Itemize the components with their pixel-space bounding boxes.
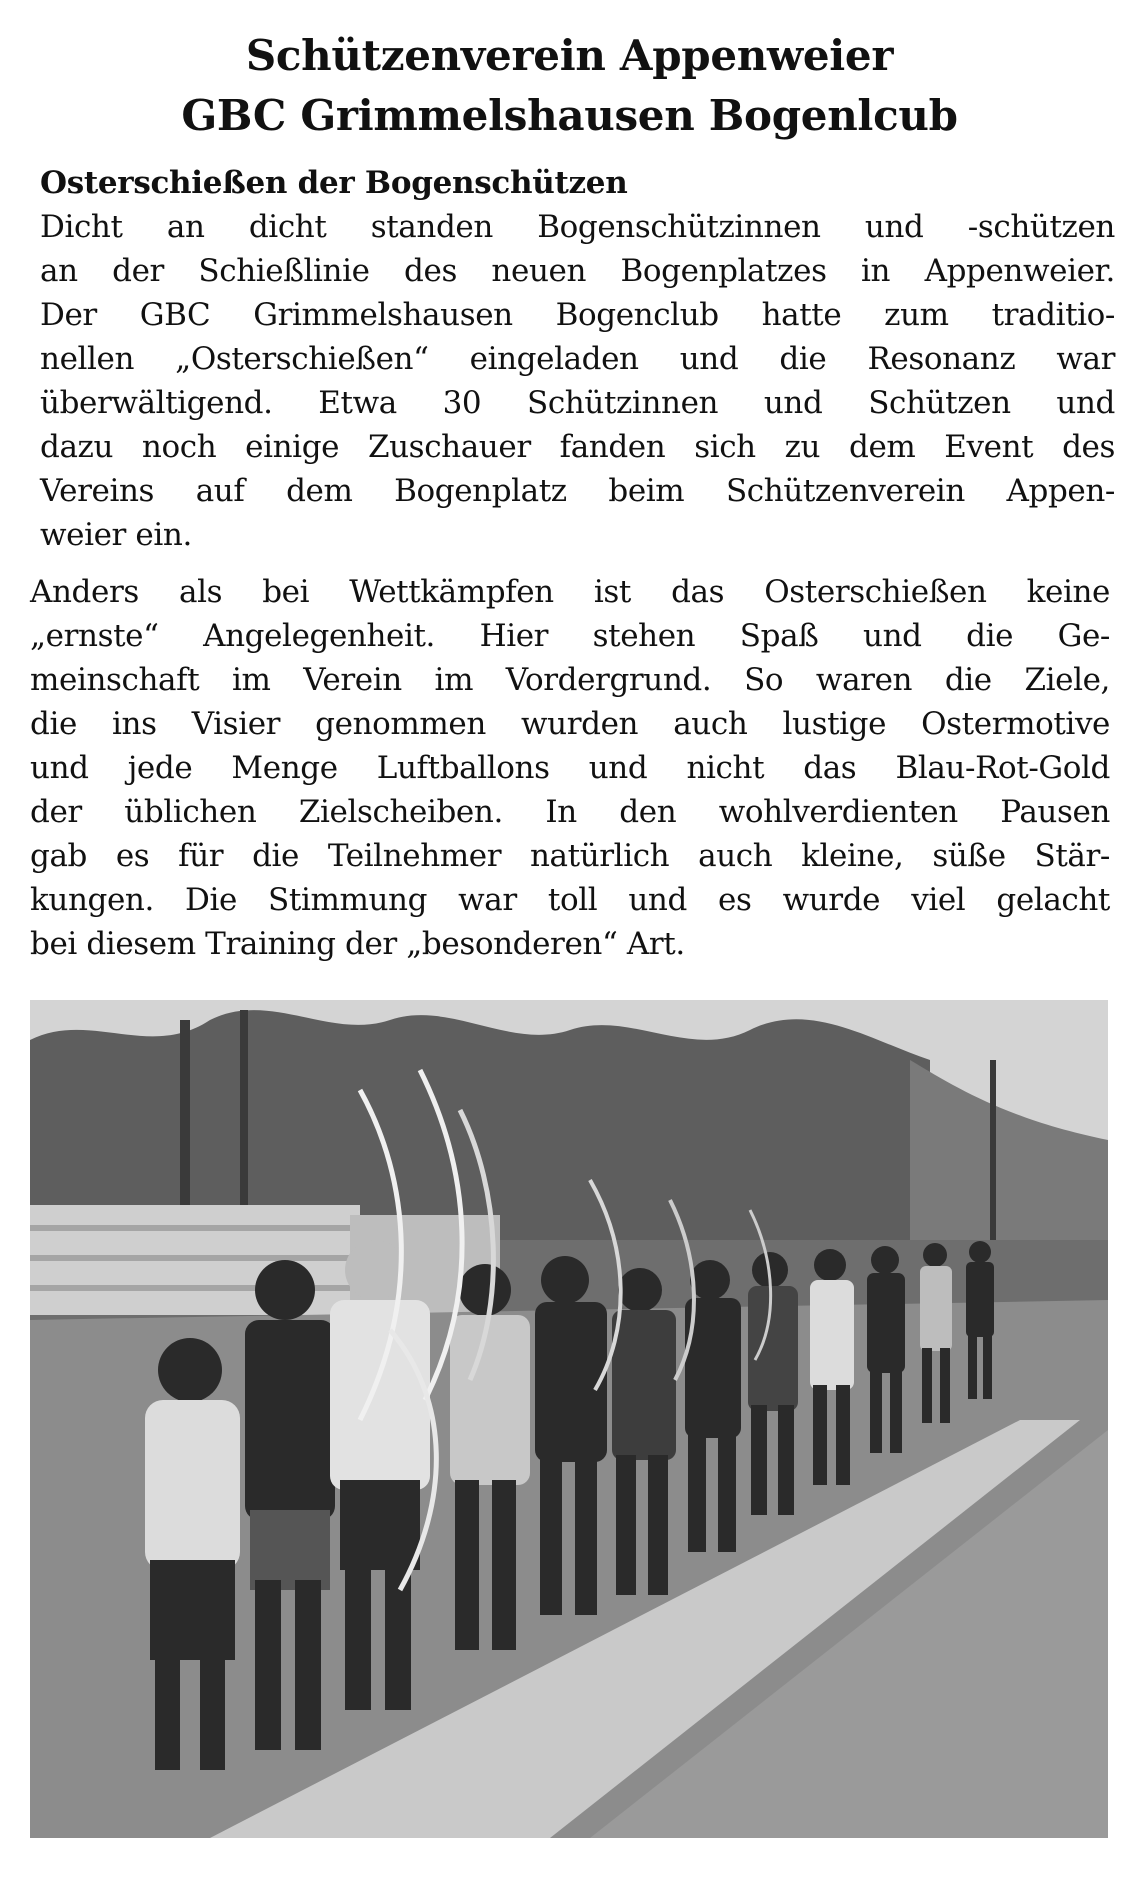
paragraph-line: weier ein.	[40, 517, 192, 553]
paragraph-line: Der GBC Grimmelshausen Bogenclub hatte zum traditio-	[40, 297, 1115, 333]
article-paragraph-1	[40, 205, 1115, 557]
paragraph-line: meinschaft im Verein im Vordergrund. So waren die Ziele,	[30, 662, 1110, 698]
paragraph-line: kungen. Die Stimmung war toll und es wurde viel gelacht	[30, 882, 1110, 918]
archers-photo-drawing	[30, 1000, 1108, 1838]
paragraph-line: an der Schießlinie des neuen Bogenplatzes in Appenweier.	[40, 253, 1115, 289]
photo-container-stripe	[30, 1255, 360, 1261]
paragraph-line: überwältigend. Etwa 30 Schützinnen und Schützen und	[40, 385, 1115, 421]
paragraph-line: bei diesem Training der „besonderen“ Art.	[30, 926, 685, 962]
paragraph-line: dazu noch einige Zuschauer fanden sich zu dem Event des	[40, 429, 1115, 465]
paragraph-line: die ins Visier genommen wurden auch lustige Ostermotive	[30, 706, 1110, 742]
paragraph-line: und jede Menge Luftballons und nicht das Blau-Rot-Gold	[30, 750, 1110, 786]
paragraph-line: „ernste“ Angelegenheit. Hier stehen Spaß und die Ge-	[30, 618, 1110, 654]
photo-tree-trunk	[990, 1060, 996, 1260]
headline-bogenclub-name: GBC Grimmelshausen Bogenlcub	[181, 91, 958, 140]
article-subheading: Osterschießen der Bogenschützen	[40, 165, 628, 201]
paragraph-line: gab es für die Teilnehmer natürlich auch kleine, süße Stär-	[30, 838, 1110, 874]
headline-club-name: Schützenverein Appenweier	[245, 31, 894, 80]
paragraph-line: Anders als bei Wettkämpfen ist das Osterschießen keine	[30, 574, 1110, 610]
photo-container-stripe	[30, 1225, 360, 1231]
archers-photo	[30, 1000, 1108, 1838]
paragraph-line: Vereins auf dem Bogenplatz beim Schützenverein Appen-	[40, 473, 1115, 509]
article-paragraph-2	[30, 570, 1110, 966]
paragraph-line: Dicht an dicht standen Bogenschützinnen und -schützen	[40, 209, 1115, 245]
paragraph-line: der üblichen Zielscheiben. In den wohlverdienten Pausen	[30, 794, 1110, 830]
paragraph-line: nellen „Osterschießen“ eingeladen und die Resonanz war	[40, 341, 1115, 377]
